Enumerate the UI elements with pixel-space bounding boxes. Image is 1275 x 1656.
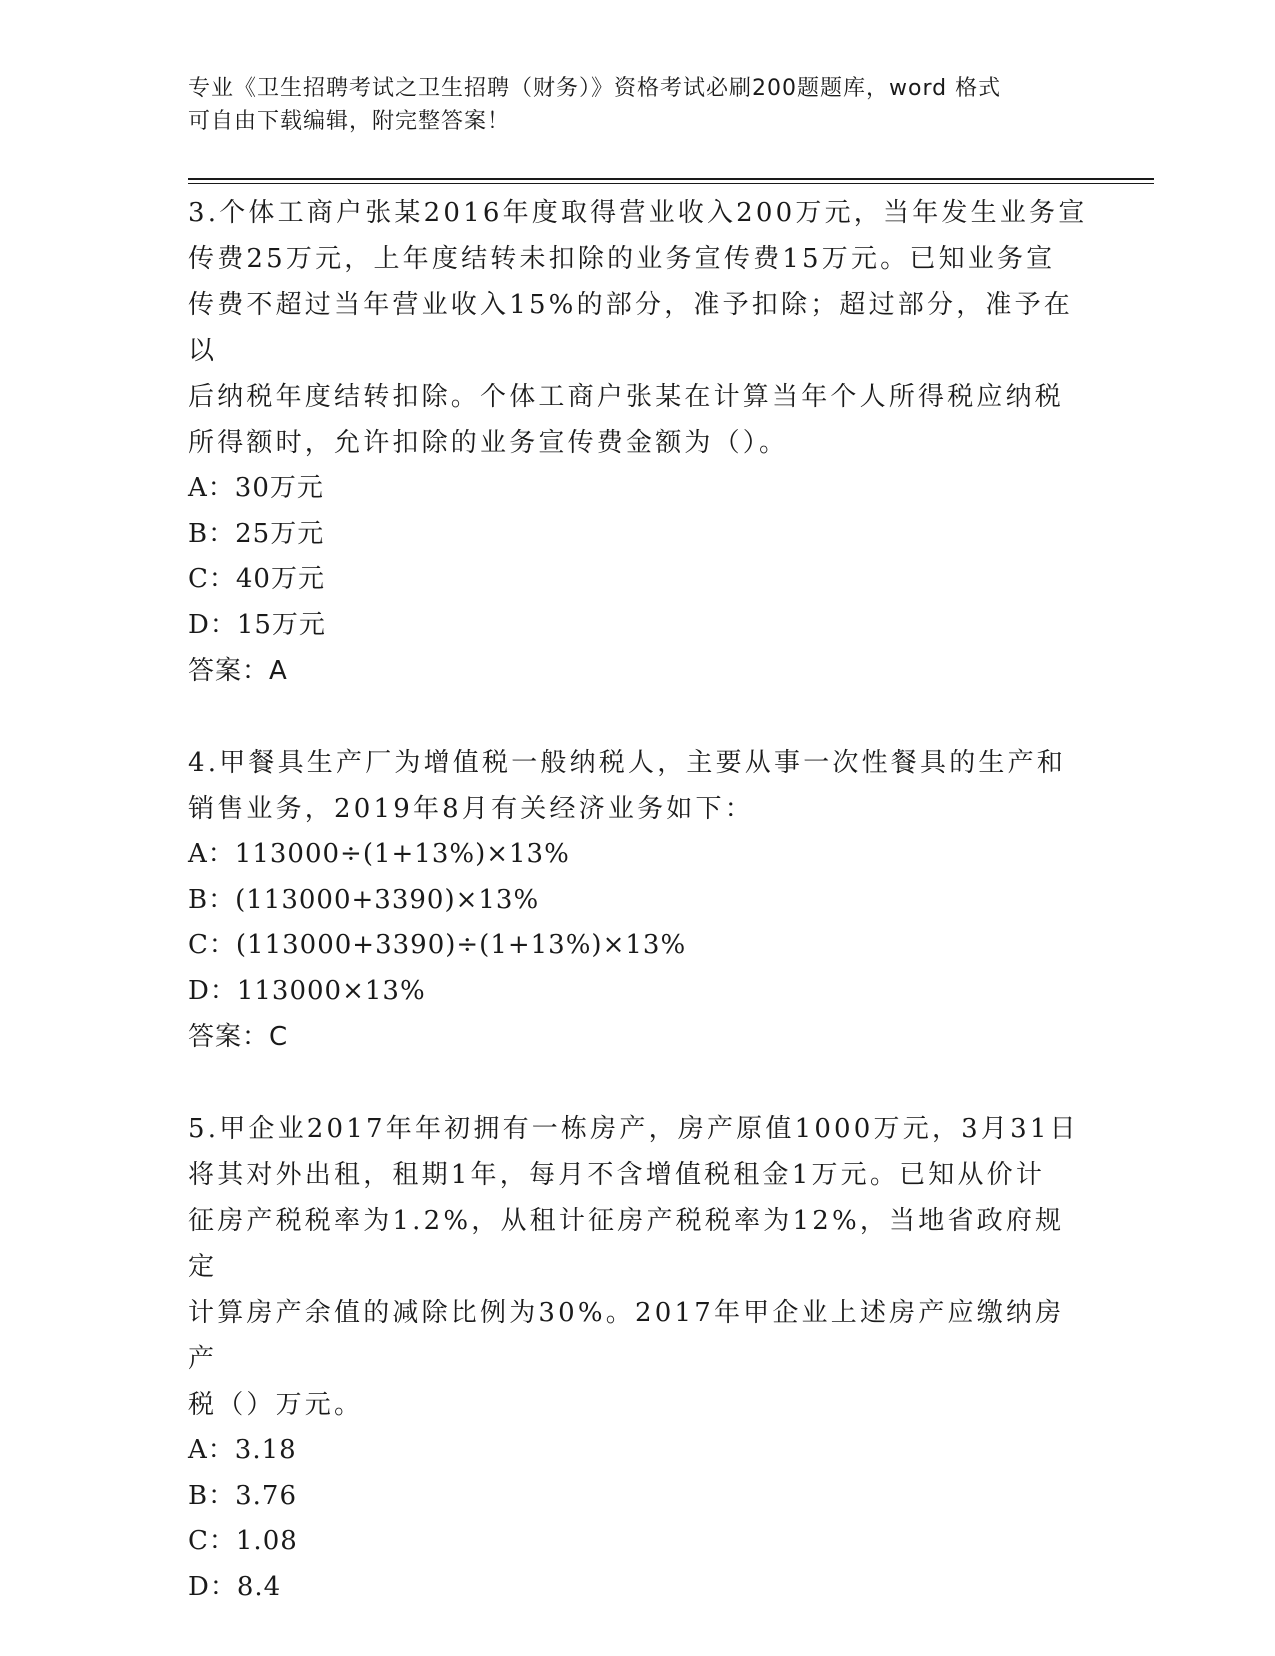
question-text-line: 销售业务，2019年8月有关经济业务如下： <box>188 794 754 824</box>
option-b: B：(113000+3390)×13% <box>188 884 540 915</box>
question-text-line: 将其对外出租，租期1年，每月不含增值税租金1万元。已知从价计 <box>188 1160 1046 1190</box>
option-d: D：15万元 <box>188 609 326 640</box>
document-header <box>188 72 1068 138</box>
question-3-text <box>188 190 1088 466</box>
option-a: A：30万元 <box>188 473 324 503</box>
header-line-2: 可自由下载编辑，附完整答案！ <box>188 109 511 134</box>
option-d: D：8.4 <box>188 1571 282 1602</box>
question-5-text <box>188 1106 1088 1428</box>
option-b: B：25万元 <box>188 518 325 549</box>
question-text-line: 计算房产余值的减除比例为30%。2017年甲企业上述房产应缴纳房产 <box>188 1298 1065 1374</box>
question-text-line: 后纳税年度结转扣除。个体工商户张某在计算当年个人所得税应纳税 <box>188 382 1065 412</box>
question-text-line: 3.个体工商户张某2016年度取得营业收入200万元，当年发生业务宣 <box>188 198 1088 228</box>
question-text-line: 所得额时，允许扣除的业务宣传费金额为（）。 <box>188 428 789 458</box>
option-b: B：3.76 <box>188 1480 297 1511</box>
option-d: D：113000×13% <box>188 975 426 1006</box>
question-text-line: 传费不超过当年营业收入15%的部分，准予扣除；超过部分，准予在以 <box>188 290 1073 366</box>
question-text-line: 4.甲餐具生产厂为增值税一般纳税人，主要从事一次性餐具的生产和 <box>188 748 1067 778</box>
option-c: C：40万元 <box>188 564 325 594</box>
answer: 答案：A <box>188 656 288 686</box>
question-4 <box>188 740 1088 1060</box>
option-a: A：113000÷(1+13%)×13% <box>188 839 570 869</box>
question-3 <box>188 190 1088 694</box>
header-divider-thick <box>188 178 1154 180</box>
question-list <box>188 190 1088 1656</box>
question-text-line: 税（）万元。 <box>188 1390 364 1420</box>
option-a: A：3.18 <box>188 1435 297 1465</box>
question-4-text <box>188 740 1088 832</box>
option-c: C：(113000+3390)÷(1+13%)×13% <box>188 930 687 960</box>
answer: 答案：C <box>188 1022 289 1052</box>
question-text-line: 传费25万元，上年度结转未扣除的业务宣传费15万元。已知业务宣 <box>188 244 1056 274</box>
question-text-line: 5.甲企业2017年年初拥有一栋房产，房产原值1000万元，3月31日 <box>188 1114 1079 1144</box>
question-text-line: 征房产税税率为1.2%，从租计征房产税税率为12%，当地省政府规定 <box>188 1206 1065 1282</box>
header-line-1: 专业《卫生招聘考试之卫生招聘（财务）》资格考试必刷200题题库，word 格式 <box>188 76 1002 101</box>
question-5 <box>188 1106 1088 1610</box>
option-c: C：1.08 <box>188 1526 298 1556</box>
header-divider-thin <box>188 183 1154 184</box>
